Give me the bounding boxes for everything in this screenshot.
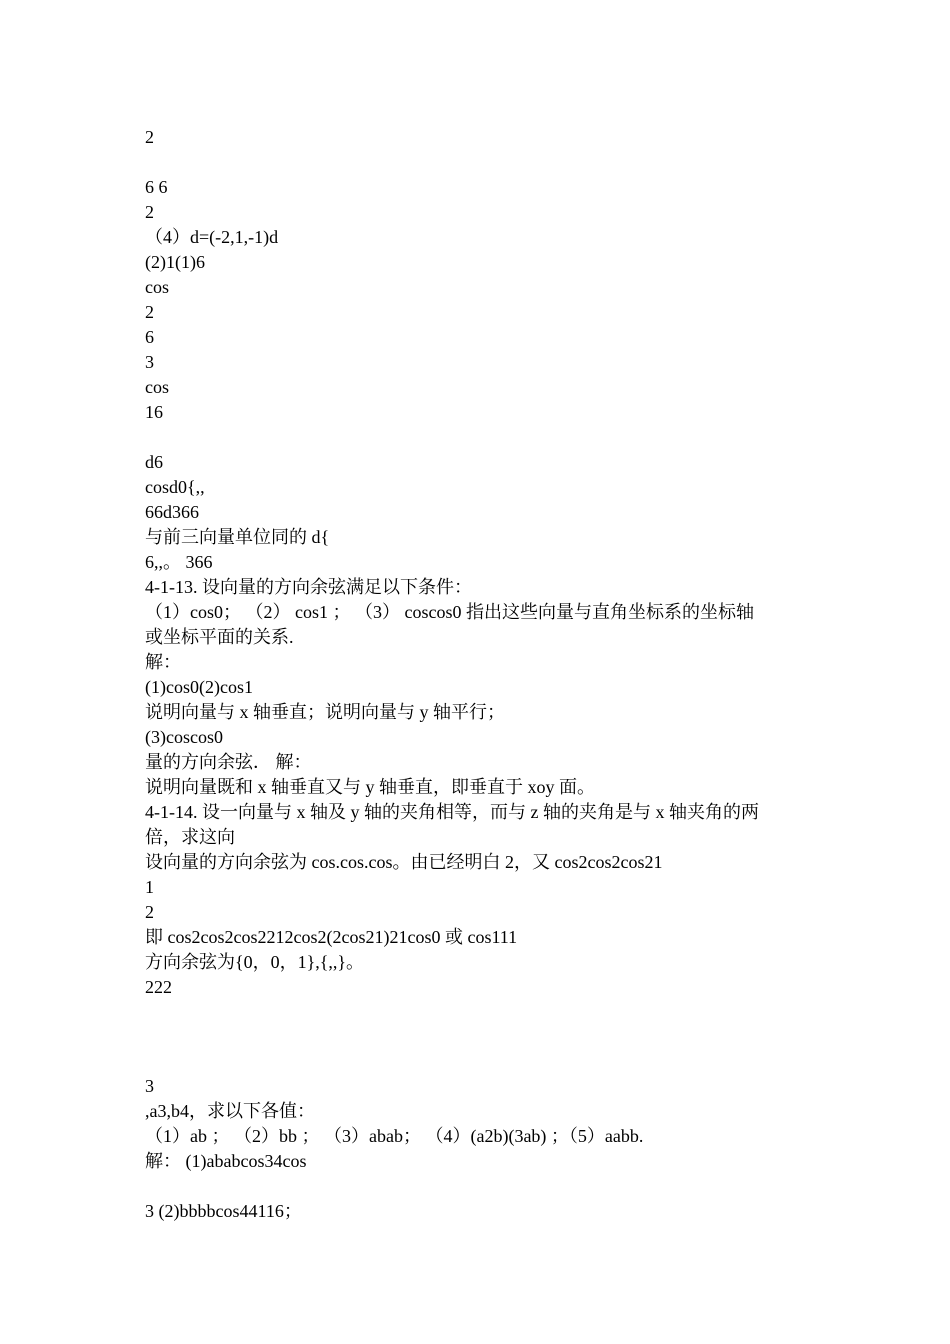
text-line: 66d366 [145, 502, 199, 522]
text-line: 6 [145, 327, 154, 347]
text-line: (3)coscos0 [145, 727, 223, 747]
text-line: 3 [145, 352, 154, 372]
text-line: 量的方向余弦． 解： [145, 752, 312, 772]
text-line: 与前三向量单位同的 d{ [145, 527, 330, 547]
text-line: d6 [145, 452, 163, 472]
text-line: （4）d=(-2,1,-1)d [145, 227, 279, 247]
text-line: 2 [145, 902, 154, 922]
text-line: （1）ab ； （2）bb ； （3）abab； （4）(a2b)(3ab) ；（5）aabb. [145, 1126, 644, 1146]
text-line: 2 [145, 302, 154, 322]
text-line: cos [145, 377, 169, 397]
text-line: cosd0{,, [145, 477, 205, 497]
text-line: 方向余弦为{0，0，1},{,,}。 [145, 952, 365, 972]
text-line: 16 [145, 402, 163, 422]
problem-heading: 4-1-14. 设一向量与 x 轴及 y 轴的夹角相等，而与 z 轴的夹角是与 x 轴夹角的两 [145, 802, 759, 822]
text-line: 6 6 [145, 177, 168, 197]
text-line: 或坐标平面的关系. [145, 627, 294, 647]
text-line: 3 [145, 1076, 154, 1096]
text-line: 6,,。 366 [145, 552, 213, 572]
text-line: 说明向量既和 x 轴垂直又与 y 轴垂直，即垂直于 xoy 面。 [145, 777, 595, 797]
text-line: 2 [145, 202, 154, 222]
text-line: 2 [145, 127, 154, 147]
text-line: (1)cos0(2)cos1 [145, 677, 253, 697]
solution-label: 解： (1)ababcos34cos [145, 1151, 307, 1171]
solution-label: 解： [145, 652, 181, 672]
text-line: 说明向量与 x 轴垂直；说明向量与 y 轴平行； [145, 702, 505, 722]
text-line: ,a3,b4，求以下各值： [145, 1101, 315, 1121]
text-line: 222 [145, 977, 172, 997]
text-line: 即 cos2cos2cos2212cos2(2cos21)21cos0 或 cos111 [145, 927, 518, 947]
problem-heading: 4-1-13. 设向量的方向余弦满足以下条件： [145, 577, 472, 597]
text-line: 设向量的方向余弦为 cos.cos.cos。由已经明白 2，又 cos2cos2cos21 [145, 852, 663, 872]
text-line: 3 (2)bbbbcos44116； [145, 1201, 302, 1221]
text-line: (2)1(1)6 [145, 252, 205, 272]
text-line: cos [145, 277, 169, 297]
text-line: 1 [145, 877, 154, 897]
text-line: 倍，求这向 [145, 827, 235, 847]
text-line: （1）cos0； （2） cos1 ； （3） coscos0 指出这些向量与直角坐标系的坐标轴 [145, 602, 754, 622]
